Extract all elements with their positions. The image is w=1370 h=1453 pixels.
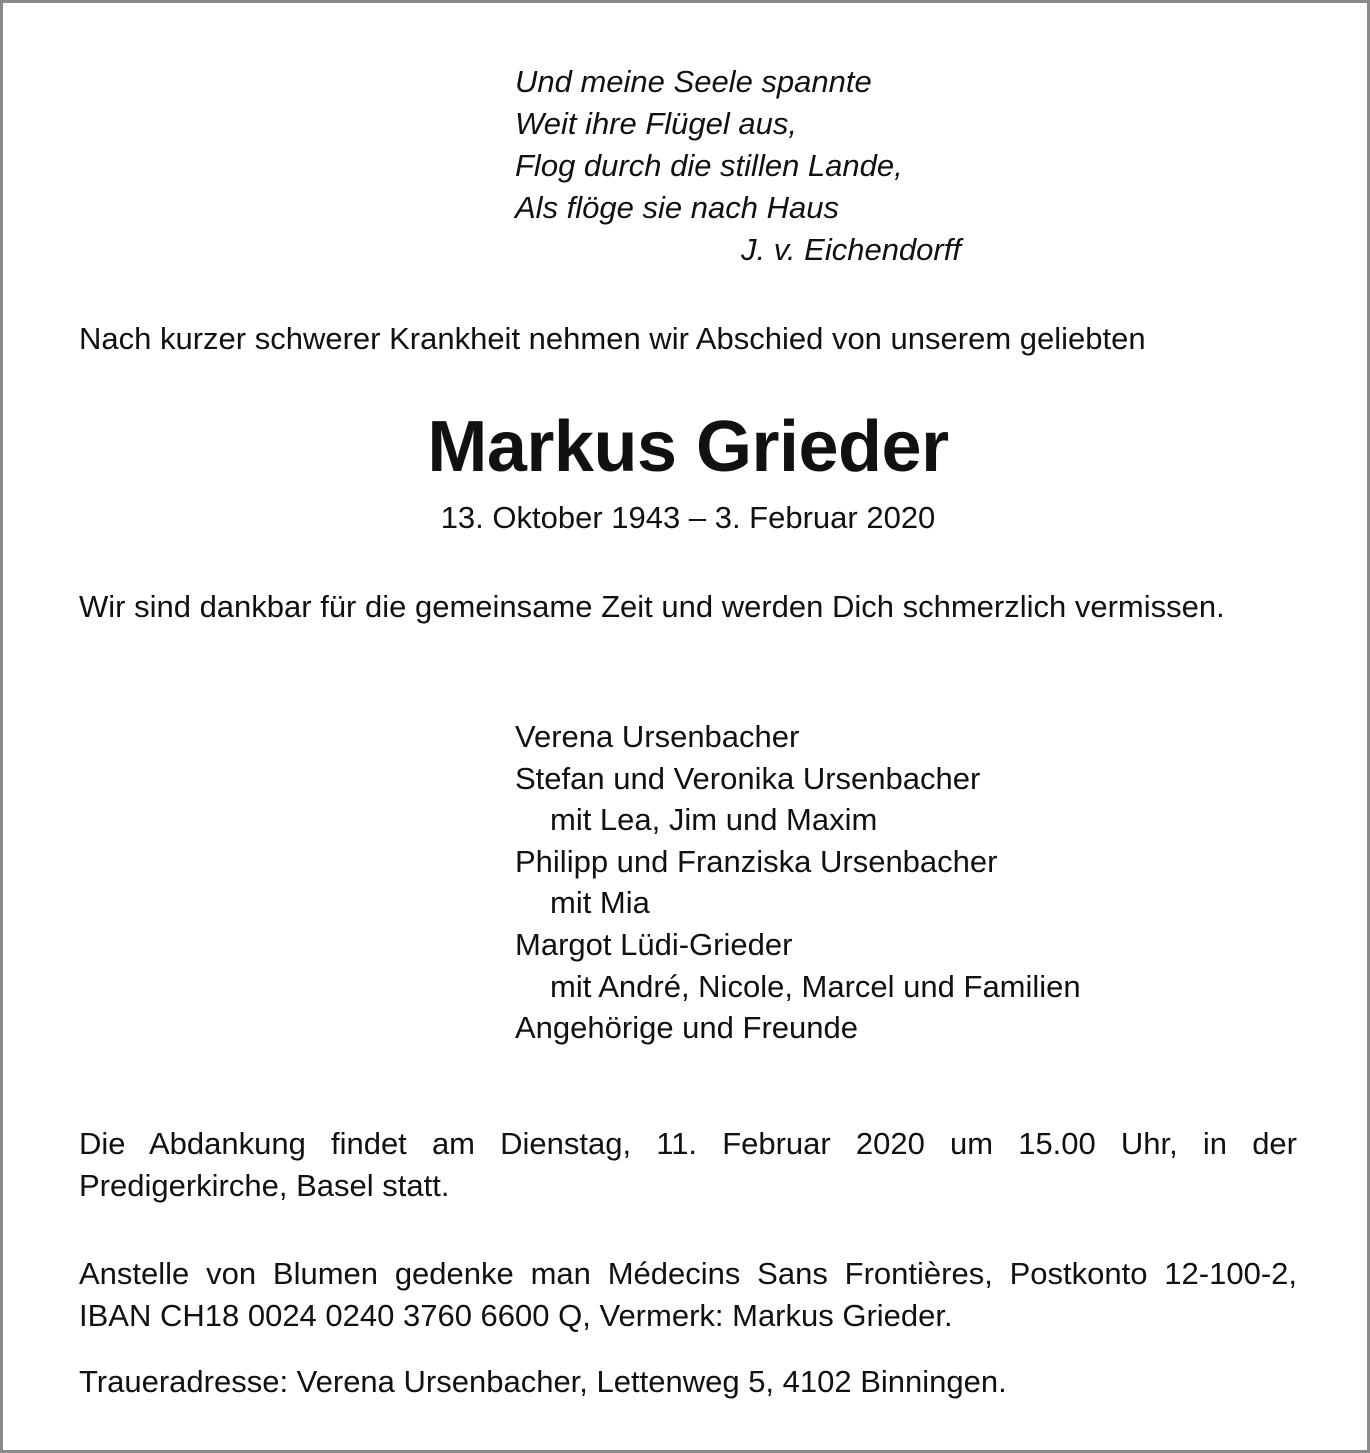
poem-line: Und meine Seele spannte [515, 64, 872, 99]
poem-author: J. v. Eichendorff [741, 232, 961, 267]
mourner-entry: Angehörige und Freunde [515, 1010, 858, 1046]
poem-line: Als flöge sie nach Haus [515, 190, 839, 225]
mourner-subentry: mit Lea, Jim und Maxim [550, 802, 878, 838]
intro-text: Nach kurzer schwerer Krankheit nehmen wir Abschied von unserem geliebten [79, 321, 1146, 356]
mourners-list [515, 716, 1081, 1049]
mourner-entry: Philipp und Franziska Ursenbacher [515, 843, 998, 879]
mourner-entry: Stefan und Veronika Ursenbacher [515, 760, 981, 796]
poem-line: Flog durch die stillen Lande, [515, 148, 903, 183]
mourner-subentry: mit Mia [550, 885, 650, 921]
mourner-entry: Margot Lüdi-Grieder [515, 926, 793, 962]
mourning-address: Traueradresse: Verena Ursenbacher, Lettenweg 5, 4102 Binningen. [79, 1364, 1007, 1399]
donation-info: Anstelle von Blumen gedenke man Médecins Sans Frontières, Postkonto 12-100-2, IBAN CH18 0024 0240 3760 6600 Q, Vermerk: Markus Grieder. [79, 1256, 1297, 1333]
poem-quote [515, 61, 961, 271]
mourner-entry: Verena Ursenbacher [515, 719, 800, 754]
thanks-text: Wir sind dankbar für die gemeinsame Zeit und werden Dich schmerzlich vermissen. [79, 589, 1225, 624]
service-info: Die Abdankung findet am Dienstag, 11. Februar 2020 um 15.00 Uhr, in der Predigerkirche, Basel statt. [79, 1126, 1297, 1203]
mourner-subentry: mit André, Nicole, Marcel und Familien [550, 968, 1081, 1004]
deceased-name: Markus Grieder [427, 407, 949, 487]
poem-line: Weit ihre Flügel aus, [515, 106, 797, 141]
life-dates: 13. Oktober 1943 – 3. Februar 2020 [440, 500, 936, 535]
